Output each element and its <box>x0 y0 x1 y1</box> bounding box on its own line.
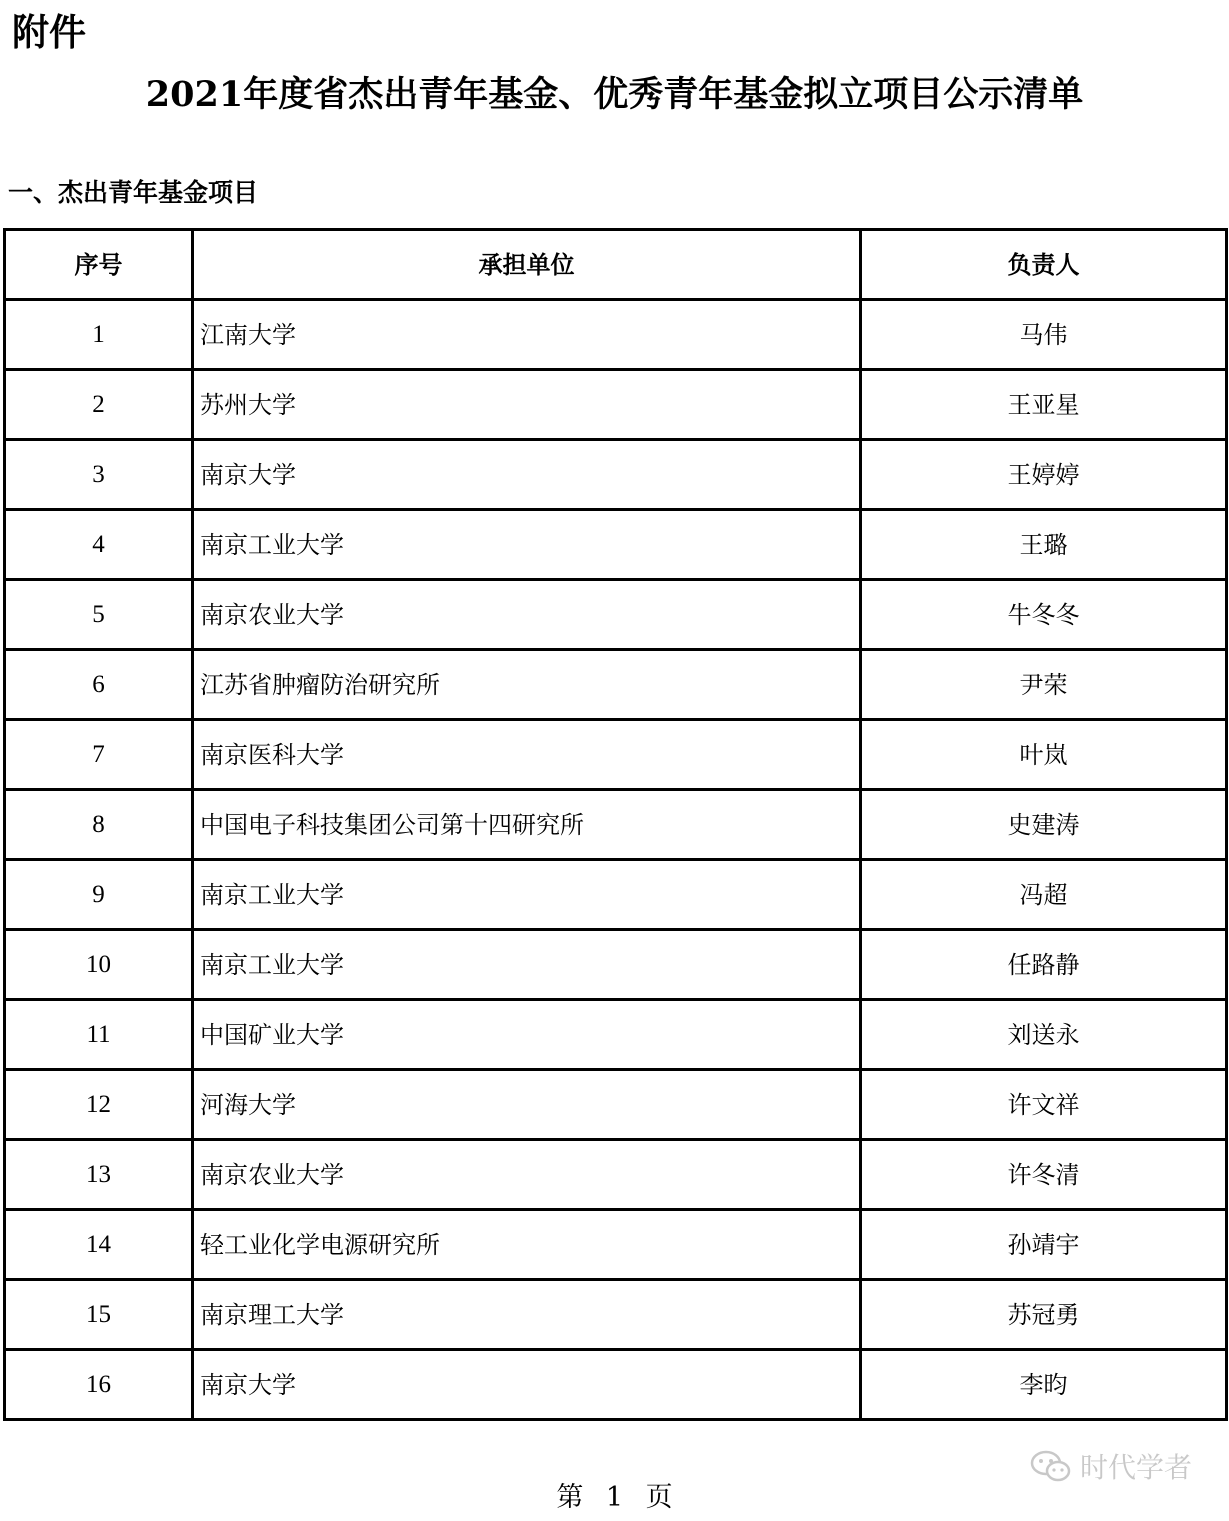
table-row <box>5 720 1227 790</box>
cell-index: 7 <box>5 720 193 790</box>
cell-unit: 河海大学 <box>193 1070 861 1140</box>
cell-person: 叶岚 <box>861 720 1227 790</box>
cell-index: 1 <box>5 300 193 370</box>
cell-index: 8 <box>5 790 193 860</box>
cell-unit: 苏州大学 <box>193 370 861 440</box>
table-row <box>5 510 1227 580</box>
table-row <box>5 1280 1227 1350</box>
cell-unit: 江苏省肿瘤防治研究所 <box>193 650 861 720</box>
table-body <box>5 300 1227 1420</box>
cell-index: 15 <box>5 1280 193 1350</box>
cell-index: 3 <box>5 440 193 510</box>
cell-unit: 中国电子科技集团公司第十四研究所 <box>193 790 861 860</box>
cell-index: 13 <box>5 1140 193 1210</box>
cell-index: 10 <box>5 930 193 1000</box>
watermark-text: 时代学者 <box>1080 1451 1193 1484</box>
cell-unit: 南京大学 <box>193 440 861 510</box>
table-row <box>5 1210 1227 1280</box>
cell-index: 16 <box>5 1350 193 1420</box>
cell-person: 苏冠勇 <box>861 1280 1227 1350</box>
cell-unit: 南京农业大学 <box>193 580 861 650</box>
cell-unit: 南京工业大学 <box>193 930 861 1000</box>
cell-unit: 南京理工大学 <box>193 1280 861 1350</box>
cell-unit: 南京医科大学 <box>193 720 861 790</box>
cell-unit: 南京农业大学 <box>193 1140 861 1210</box>
table-row <box>5 1000 1227 1070</box>
project-table <box>3 228 1228 1421</box>
cell-index: 12 <box>5 1070 193 1140</box>
cell-person: 任路静 <box>861 930 1227 1000</box>
cell-index: 4 <box>5 510 193 580</box>
cell-person: 牛冬冬 <box>861 580 1227 650</box>
cell-index: 14 <box>5 1210 193 1280</box>
cell-unit: 轻工业化学电源研究所 <box>193 1210 861 1280</box>
header-index: 序号 <box>5 230 193 300</box>
table-row <box>5 650 1227 720</box>
table-row <box>5 440 1227 510</box>
section-heading: 一、杰出青年基金项目 <box>8 178 259 207</box>
attachment-label: 附件 <box>12 11 86 54</box>
cell-person: 孙靖宇 <box>861 1210 1227 1280</box>
cell-index: 2 <box>5 370 193 440</box>
page-number: 第 1 页 <box>556 1482 673 1513</box>
document-title: 2021年度省杰出青年基金、优秀青年基金拟立项目公示清单 <box>145 74 1084 115</box>
table-row <box>5 930 1227 1000</box>
cell-unit: 南京工业大学 <box>193 510 861 580</box>
table-row <box>5 790 1227 860</box>
table-row <box>5 1070 1227 1140</box>
table-row <box>5 300 1227 370</box>
cell-unit: 南京大学 <box>193 1350 861 1420</box>
table-row <box>5 860 1227 930</box>
cell-unit: 中国矿业大学 <box>193 1000 861 1070</box>
cell-index: 9 <box>5 860 193 930</box>
header-unit: 承担单位 <box>193 230 861 300</box>
table-row <box>5 1140 1227 1210</box>
cell-index: 6 <box>5 650 193 720</box>
cell-person: 李昀 <box>861 1350 1227 1420</box>
wechat-icon <box>1030 1449 1072 1483</box>
cell-unit: 南京工业大学 <box>193 860 861 930</box>
cell-index: 11 <box>5 1000 193 1070</box>
cell-person: 王亚星 <box>861 370 1227 440</box>
cell-person: 许冬清 <box>861 1140 1227 1210</box>
cell-person: 冯超 <box>861 860 1227 930</box>
table-row <box>5 1350 1227 1420</box>
table-header-row <box>5 230 1227 300</box>
cell-person: 王婷婷 <box>861 440 1227 510</box>
cell-person: 马伟 <box>861 300 1227 370</box>
cell-index: 5 <box>5 580 193 650</box>
cell-unit: 江南大学 <box>193 300 861 370</box>
cell-person: 尹荣 <box>861 650 1227 720</box>
cell-person: 刘送永 <box>861 1000 1227 1070</box>
cell-person: 史建涛 <box>861 790 1227 860</box>
table-row <box>5 370 1227 440</box>
cell-person: 许文祥 <box>861 1070 1227 1140</box>
cell-person: 王璐 <box>861 510 1227 580</box>
header-person: 负责人 <box>861 230 1227 300</box>
table-row <box>5 580 1227 650</box>
